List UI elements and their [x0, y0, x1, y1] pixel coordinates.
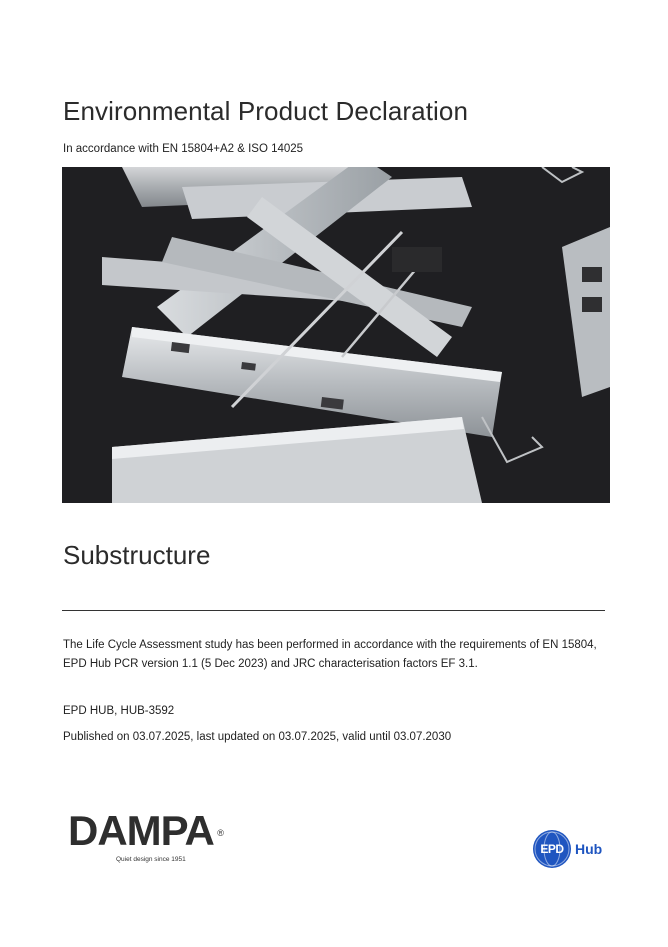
publication-dates: Published on 03.07.2025, last updated on 03.07.2025, valid until 03.07.2030 — [63, 731, 452, 743]
registered-mark: ® — [217, 828, 223, 838]
product-name: Substructure — [63, 540, 211, 570]
dampa-logo — [68, 807, 223, 863]
standard-line: In accordance with EN 15804+A2 & ISO 14025 — [63, 143, 304, 155]
page-title: Environmental Product Declaration — [63, 96, 469, 126]
brand-tagline: Quiet design since 1951 — [116, 856, 186, 863]
dampa-logo-word — [68, 807, 223, 854]
epd-hub-logo — [533, 830, 602, 868]
product-photo-illustration — [62, 167, 610, 503]
intro-paragraph: The Life Cycle Assessment study has been performed in accordance with the requirements of EN 15804, EPD Hub PCR version 1.1 (5 Dec 2023) and JRC characterisation factors EF 3.1. — [63, 639, 597, 670]
epd-badge: EPD — [540, 842, 564, 856]
product-photo — [62, 167, 610, 503]
divider — [62, 610, 605, 611]
epd-reference: EPD HUB, HUB-3592 — [63, 705, 175, 717]
hub-label: Hub — [575, 841, 603, 857]
brand-name: DAMPA — [68, 807, 214, 854]
globe-icon — [533, 830, 571, 868]
